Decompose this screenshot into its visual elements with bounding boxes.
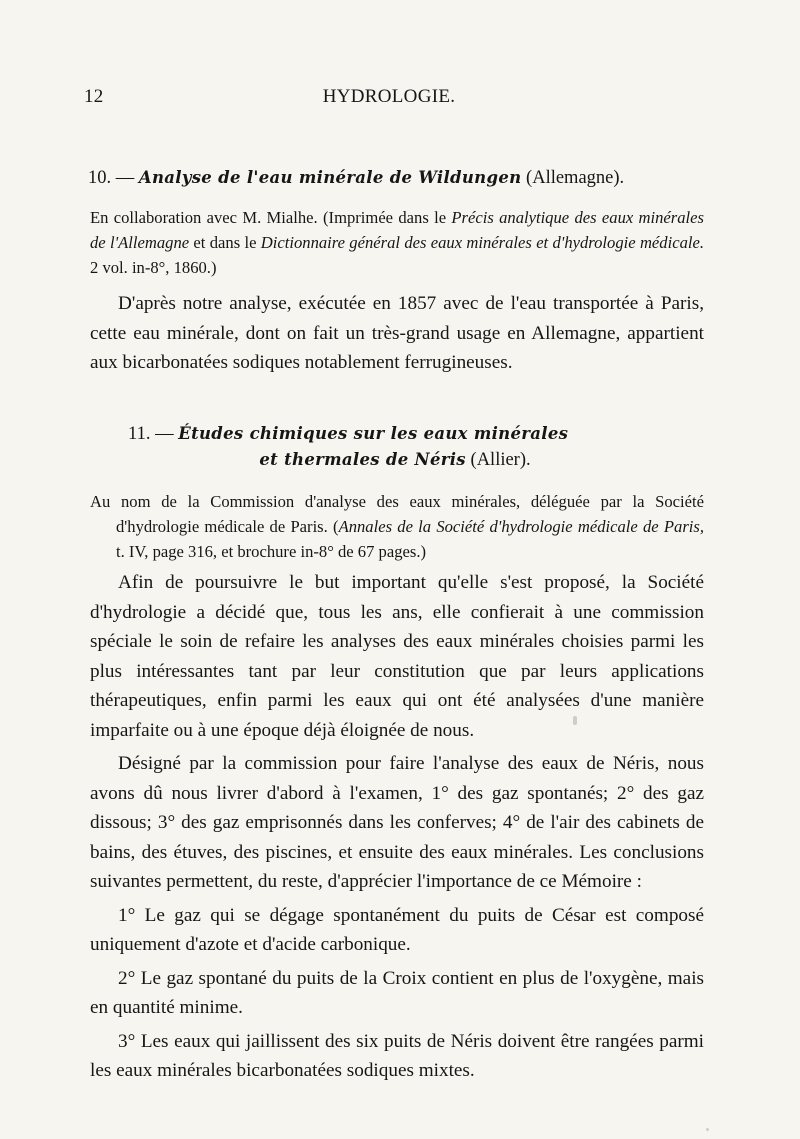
entry-11-heading-line1 <box>128 424 568 445</box>
entry-10-body <box>90 289 704 378</box>
entry-11-body <box>90 568 704 1086</box>
paper-blemish <box>706 1128 709 1131</box>
note-text: En collaboration avec M. Mialhe. (Imprimée dans le <box>90 208 452 227</box>
conclusion-item: 1° Le gaz qui se dégage spontanément du puits de César est composé uniquement d'azote et d'acide carbonique. <box>90 904 704 955</box>
entry-10-number: 10. — <box>88 168 135 188</box>
entry-11-heading-line2 <box>88 450 702 471</box>
note-text: 2 vol. in-8°, 1860.) <box>90 258 217 277</box>
page-number: 12 <box>84 86 104 107</box>
entry-10-title: Analyse de l'eau minérale de Wildungen <box>138 168 522 187</box>
paragraph: Désigné par la commission pour faire l'analyse des eaux de Néris, nous avons dû nous livrer d'abord à l'examen, 1° des gaz spontanés; 2° des gaz dissous; 3° des gaz emprisonnés dans les conferves; 4° de l'air des cabinets de bains, des étuves, des piscines, et ensuite des eaux minérales. Les conclusions suivantes permettent, du reste, d'apprécier l'importance de ce Mémoire : <box>90 753 704 892</box>
entry-11-title-cont: et thermales de Néris <box>259 450 466 469</box>
note-text: et dans le <box>189 233 261 252</box>
entry-10-suffix: (Allemagne). <box>526 168 625 188</box>
conclusion-item: 3° Les eaux qui jaillissent des six puits de Néris doivent être rangées parmi les eaux minérales bicarbonatées sodiques mixtes. <box>90 1030 704 1081</box>
paragraph: Afin de poursuivre le but important qu'elle s'est proposé, la Société d'hydrologie a décidé que, tous les ans, elle confierait à une commission spéciale le soin de refaire les analyses des eaux minérales choisies parmi les plus intéressantes tant par leur constitution que par leurs applications thérapeutiques, enfin parmi les eaux qui ont été analysées d'une manière imparfaite ou à une époque déjà éloignée de nous. <box>90 572 704 741</box>
conclusion-item: 2° Le gaz spontané du puits de la Croix contient en plus de l'oxygène, mais en quantité minime. <box>90 967 704 1018</box>
entry-11-note <box>90 489 704 564</box>
entry-10-note <box>90 205 704 280</box>
entry-11-suffix: (Allier). <box>470 450 531 470</box>
entry-11-number: 11. — <box>128 424 174 444</box>
note-citation: Précis analytique des eaux minérales de l'Allemagne <box>90 208 704 252</box>
note-citation: Dictionnaire général des eaux minérales et d'hydrologie médicale. <box>260 233 704 252</box>
running-title: HYDROLOGIE. <box>322 86 456 107</box>
paper-blemish <box>573 716 577 725</box>
note-text: Au nom de la Commission d'analyse des eaux minérales, déléguée par la Société d'hydrologie médicale de Paris. ( <box>90 492 704 536</box>
paragraph: D'après notre analyse, exécutée en 1857 avec de l'eau transportée à Paris, cette eau minérale, dont on fait un très-grand usage en Allemagne, appartient aux bicarbonatées sodiques notablement ferrugineuses. <box>90 293 704 373</box>
entry-11-title: Études chimiques sur les eaux minérales <box>178 424 569 443</box>
note-citation: Annales de la Société d'hydrologie médicale de Paris, <box>338 517 705 536</box>
entry-10-heading <box>88 168 624 189</box>
note-text: t. IV, page 316, et brochure in-8° de 67 pages.) <box>116 542 426 561</box>
